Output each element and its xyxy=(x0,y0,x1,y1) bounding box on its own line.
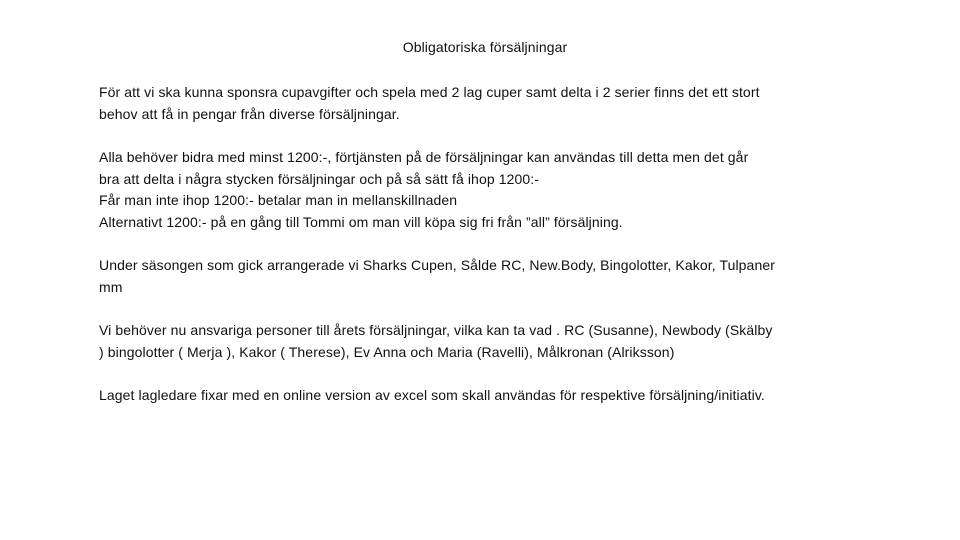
paragraph-line: Under säsongen som gick arrangerade vi Sharks Cupen, Sålde RC, New.Body, Bingolotter, Kakor, Tulpaner xyxy=(99,257,775,273)
paragraph-line: Vi behöver nu ansvariga personer till årets försäljningar, vilka kan ta vad . RC (Susanne), Newbody (Skälby xyxy=(99,322,773,338)
paragraph-contribution xyxy=(99,147,889,233)
paragraph-line: Alla behöver bidra med minst 1200:-, förtjänsten på de försäljningar kan användas till detta men det går xyxy=(99,149,749,165)
paragraph-line: ) bingolotter ( Merja ), Kakor ( Therese), Ev Anna och Maria (Ravelli), Målkronan (Alriksson) xyxy=(99,343,675,360)
document-title: Obligatoriska försäljningar xyxy=(402,39,568,55)
paragraph-line: behov att få in pengar från diverse försäljningar. xyxy=(99,105,400,122)
paragraph-responsibles xyxy=(99,320,889,363)
paragraph-line: mm xyxy=(99,278,123,295)
paragraph-line: För att vi ska kunna sponsra cupavgifter och spela med 2 lag cuper samt delta i 2 serier finns det ett stort xyxy=(99,84,760,100)
paragraph-line: Alternativt 1200:- på en gång till Tommi om man vill köpa sig fri från ”all” försäljning. xyxy=(99,213,623,230)
paragraph-last-season xyxy=(99,255,889,298)
paragraph-line: bra att delta i några stycken försäljningar och på så sätt få ihop 1200:- xyxy=(99,170,540,187)
document-body xyxy=(99,82,889,429)
paragraph-excel xyxy=(99,385,889,407)
paragraph-line: Får man inte ihop 1200:- betalar man in mellanskillnaden xyxy=(99,192,458,208)
paragraph-line: Laget lagledare fixar med en online version av excel som skall användas för respektive försäljning/initiativ. xyxy=(99,387,765,403)
paragraph-intro xyxy=(99,82,889,125)
